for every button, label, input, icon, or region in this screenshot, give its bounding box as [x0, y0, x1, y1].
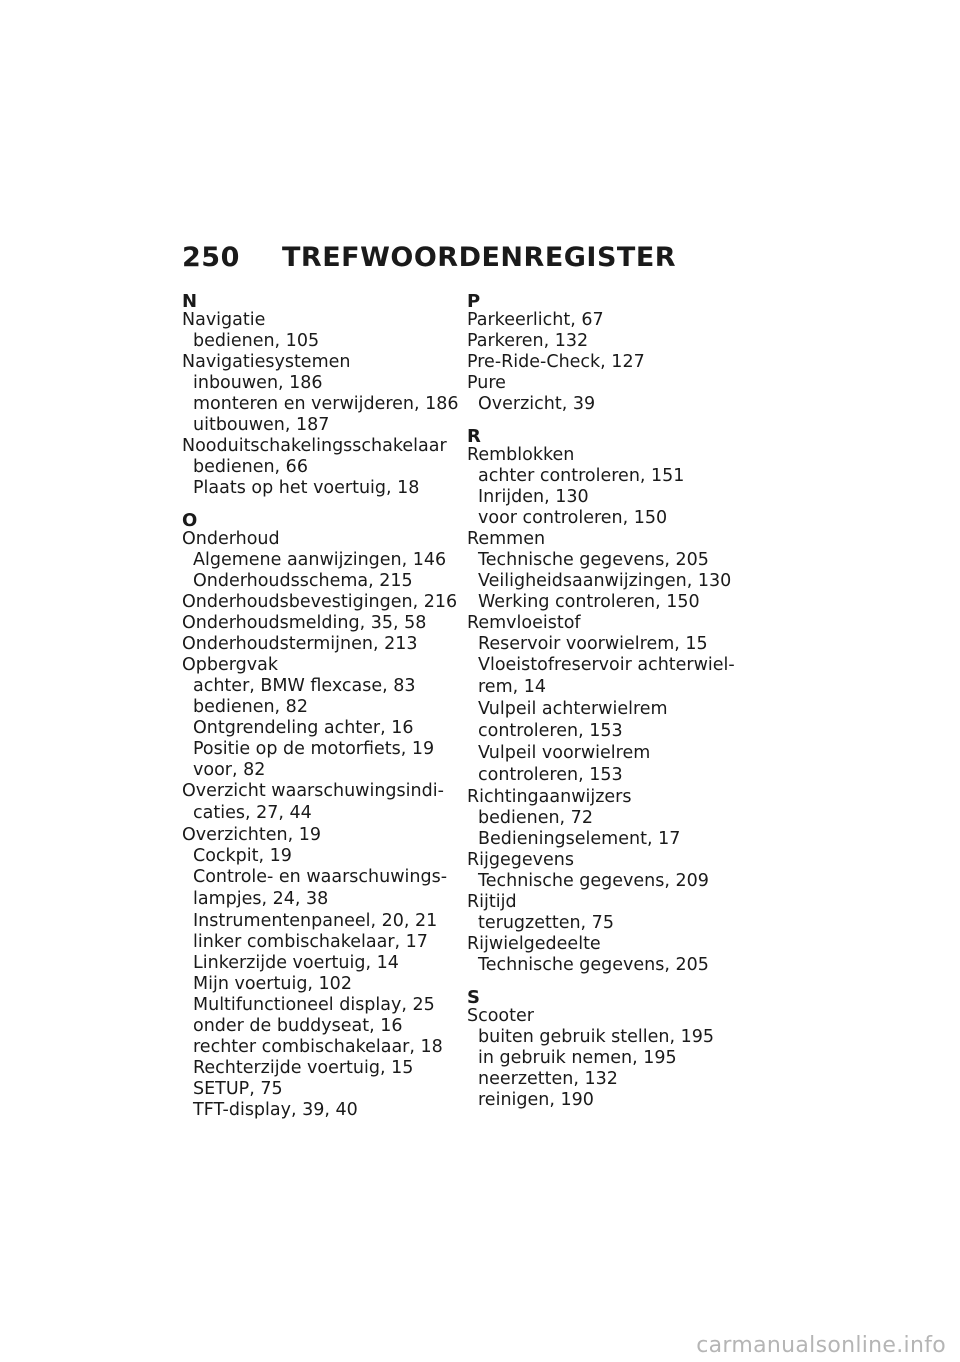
watermark: carmanualsonline.info [696, 1333, 946, 1358]
index-subentry: voor, 82 [193, 760, 266, 780]
index-entry-continuation: caties, 27, 44 [193, 803, 312, 823]
index-subentry: in gebruik nemen, 195 [478, 1048, 677, 1068]
index-subentry: achter, BMW flexcase, 83 [193, 676, 416, 696]
index-entry: Remvloeistof [467, 613, 581, 633]
index-entry: Onderhoud [182, 529, 280, 549]
index-subentry: Overzicht, 39 [478, 394, 596, 414]
index-entry: Remmen [467, 529, 546, 549]
page-header [182, 240, 676, 276]
index-subentry: Instrumentenpaneel, 20, 21 [193, 911, 438, 931]
index-entry: Parkeerlicht, 67 [467, 310, 604, 330]
index-subentry: bedienen, 72 [478, 808, 593, 828]
index-subentry: Technische gegevens, 205 [478, 955, 709, 975]
index-group-p [467, 291, 752, 415]
index-subentry: Mijn voertuig, 102 [193, 974, 352, 994]
index-entry: Rijgegevens [467, 850, 574, 870]
index-subentry: Controle- en waarschuwings- [193, 867, 448, 887]
index-subentry: bedienen, 105 [193, 331, 320, 351]
index-letter: P [467, 291, 481, 312]
index-subentry: buiten gebruik stellen, 195 [478, 1027, 715, 1047]
index-subentry: Cockpit, 19 [193, 846, 292, 866]
index-entry: Onderhoudstermijnen, 213 [182, 634, 418, 654]
index-entry: Nooduitschakelingsschakelaar [182, 436, 447, 456]
index-subentry-continuation: lampjes, 24, 38 [193, 889, 329, 909]
index-subentry-continuation: controleren, 153 [478, 765, 623, 785]
index-subentry: neerzetten, 132 [478, 1069, 618, 1089]
index-subentry: Technische gegevens, 209 [478, 871, 709, 891]
index-subentry: Reservoir voorwielrem, 15 [478, 634, 708, 654]
index-subentry: TFT-display, 39, 40 [193, 1100, 358, 1120]
index-subentry: achter controleren, 151 [478, 466, 685, 486]
index-subentry: SETUP, 75 [193, 1079, 283, 1099]
index-entry: Rijtijd [467, 892, 517, 912]
index-subentry: Vulpeil voorwielrem [478, 743, 651, 763]
index-subentry: Onderhoudsschema, 215 [193, 571, 413, 591]
index-entry: Overzicht waarschuwingsindi- [182, 781, 444, 801]
index-subentry: Vulpeil achterwielrem [478, 699, 668, 719]
index-subentry: Inrijden, 130 [478, 487, 589, 507]
index-subentry: Technische gegevens, 205 [478, 550, 709, 570]
index-subentry: terugzetten, 75 [478, 913, 614, 933]
index-entry: Onderhoudsmelding, 35, 58 [182, 613, 427, 633]
index-subentry: Veiligheidsaanwijzingen, 130 [478, 571, 732, 591]
index-entry: Richtingaanwijzers [467, 787, 632, 807]
index-entry: Remblokken [467, 445, 575, 465]
index-subentry: voor controleren, 150 [478, 508, 668, 528]
index-subentry: Algemene aanwijzingen, 146 [193, 550, 447, 570]
index-entry: Opbergvak [182, 655, 278, 675]
index-group-r [467, 426, 752, 976]
index-entry: Pre-Ride-Check, 127 [467, 352, 645, 372]
index-column-right [467, 291, 752, 1111]
index-subentry: inbouwen, 186 [193, 373, 323, 393]
index-subentry: Positie op de motorfiets, 19 [193, 739, 435, 759]
index-subentry: Rechterzijde voertuig, 15 [193, 1058, 414, 1078]
index-subentry: Multifunctioneel display, 25 [193, 995, 435, 1015]
index-subentry: Plaats op het voertuig, 18 [193, 478, 420, 498]
index-entry: Rijwielgedeelte [467, 934, 601, 954]
index-subentry: Linkerzijde voertuig, 14 [193, 953, 399, 973]
index-group-n [182, 291, 467, 499]
index-subentry: Ontgrendeling achter, 16 [193, 718, 414, 738]
index-group-s [467, 987, 752, 1111]
index-subentry: monteren en verwijderen, 186 [193, 394, 459, 414]
index-letter: R [467, 426, 481, 447]
index-subentry: bedienen, 82 [193, 697, 308, 717]
index-letter: O [182, 510, 198, 531]
index-entry: Pure [467, 373, 506, 393]
index-entry: Navigatie [182, 310, 266, 330]
index-entry: Parkeren, 132 [467, 331, 589, 351]
index-letter: N [182, 291, 198, 312]
page-title: TREFWOORDENREGISTER [282, 242, 677, 273]
index-subentry: uitbouwen, 187 [193, 415, 330, 435]
index-subentry-continuation: controleren, 153 [478, 721, 623, 741]
index-subentry: linker combischakelaar, 17 [193, 932, 428, 952]
index-subentry: Werking controleren, 150 [478, 592, 700, 612]
index-subentry: onder de buddyseat, 16 [193, 1016, 403, 1036]
index-entry: Onderhoudsbevestigingen, 216 [182, 592, 458, 612]
index-entry: Navigatiesystemen [182, 352, 351, 372]
index-letter: S [467, 987, 480, 1008]
index-subentry: reinigen, 190 [478, 1090, 594, 1110]
index-entry: Overzichten, 19 [182, 825, 321, 845]
index-entry: Scooter [467, 1006, 534, 1026]
page-number: 250 [182, 242, 240, 273]
index-subentry: bedienen, 66 [193, 457, 308, 477]
index-column-left [182, 291, 467, 1121]
index-subentry: rechter combischakelaar, 18 [193, 1037, 443, 1057]
index-subentry: Bedieningselement, 17 [478, 829, 681, 849]
index-subentry-continuation: rem, 14 [478, 677, 547, 697]
index-subentry: Vloeistofreservoir achterwiel- [478, 655, 735, 675]
index-group-o [182, 510, 467, 1121]
